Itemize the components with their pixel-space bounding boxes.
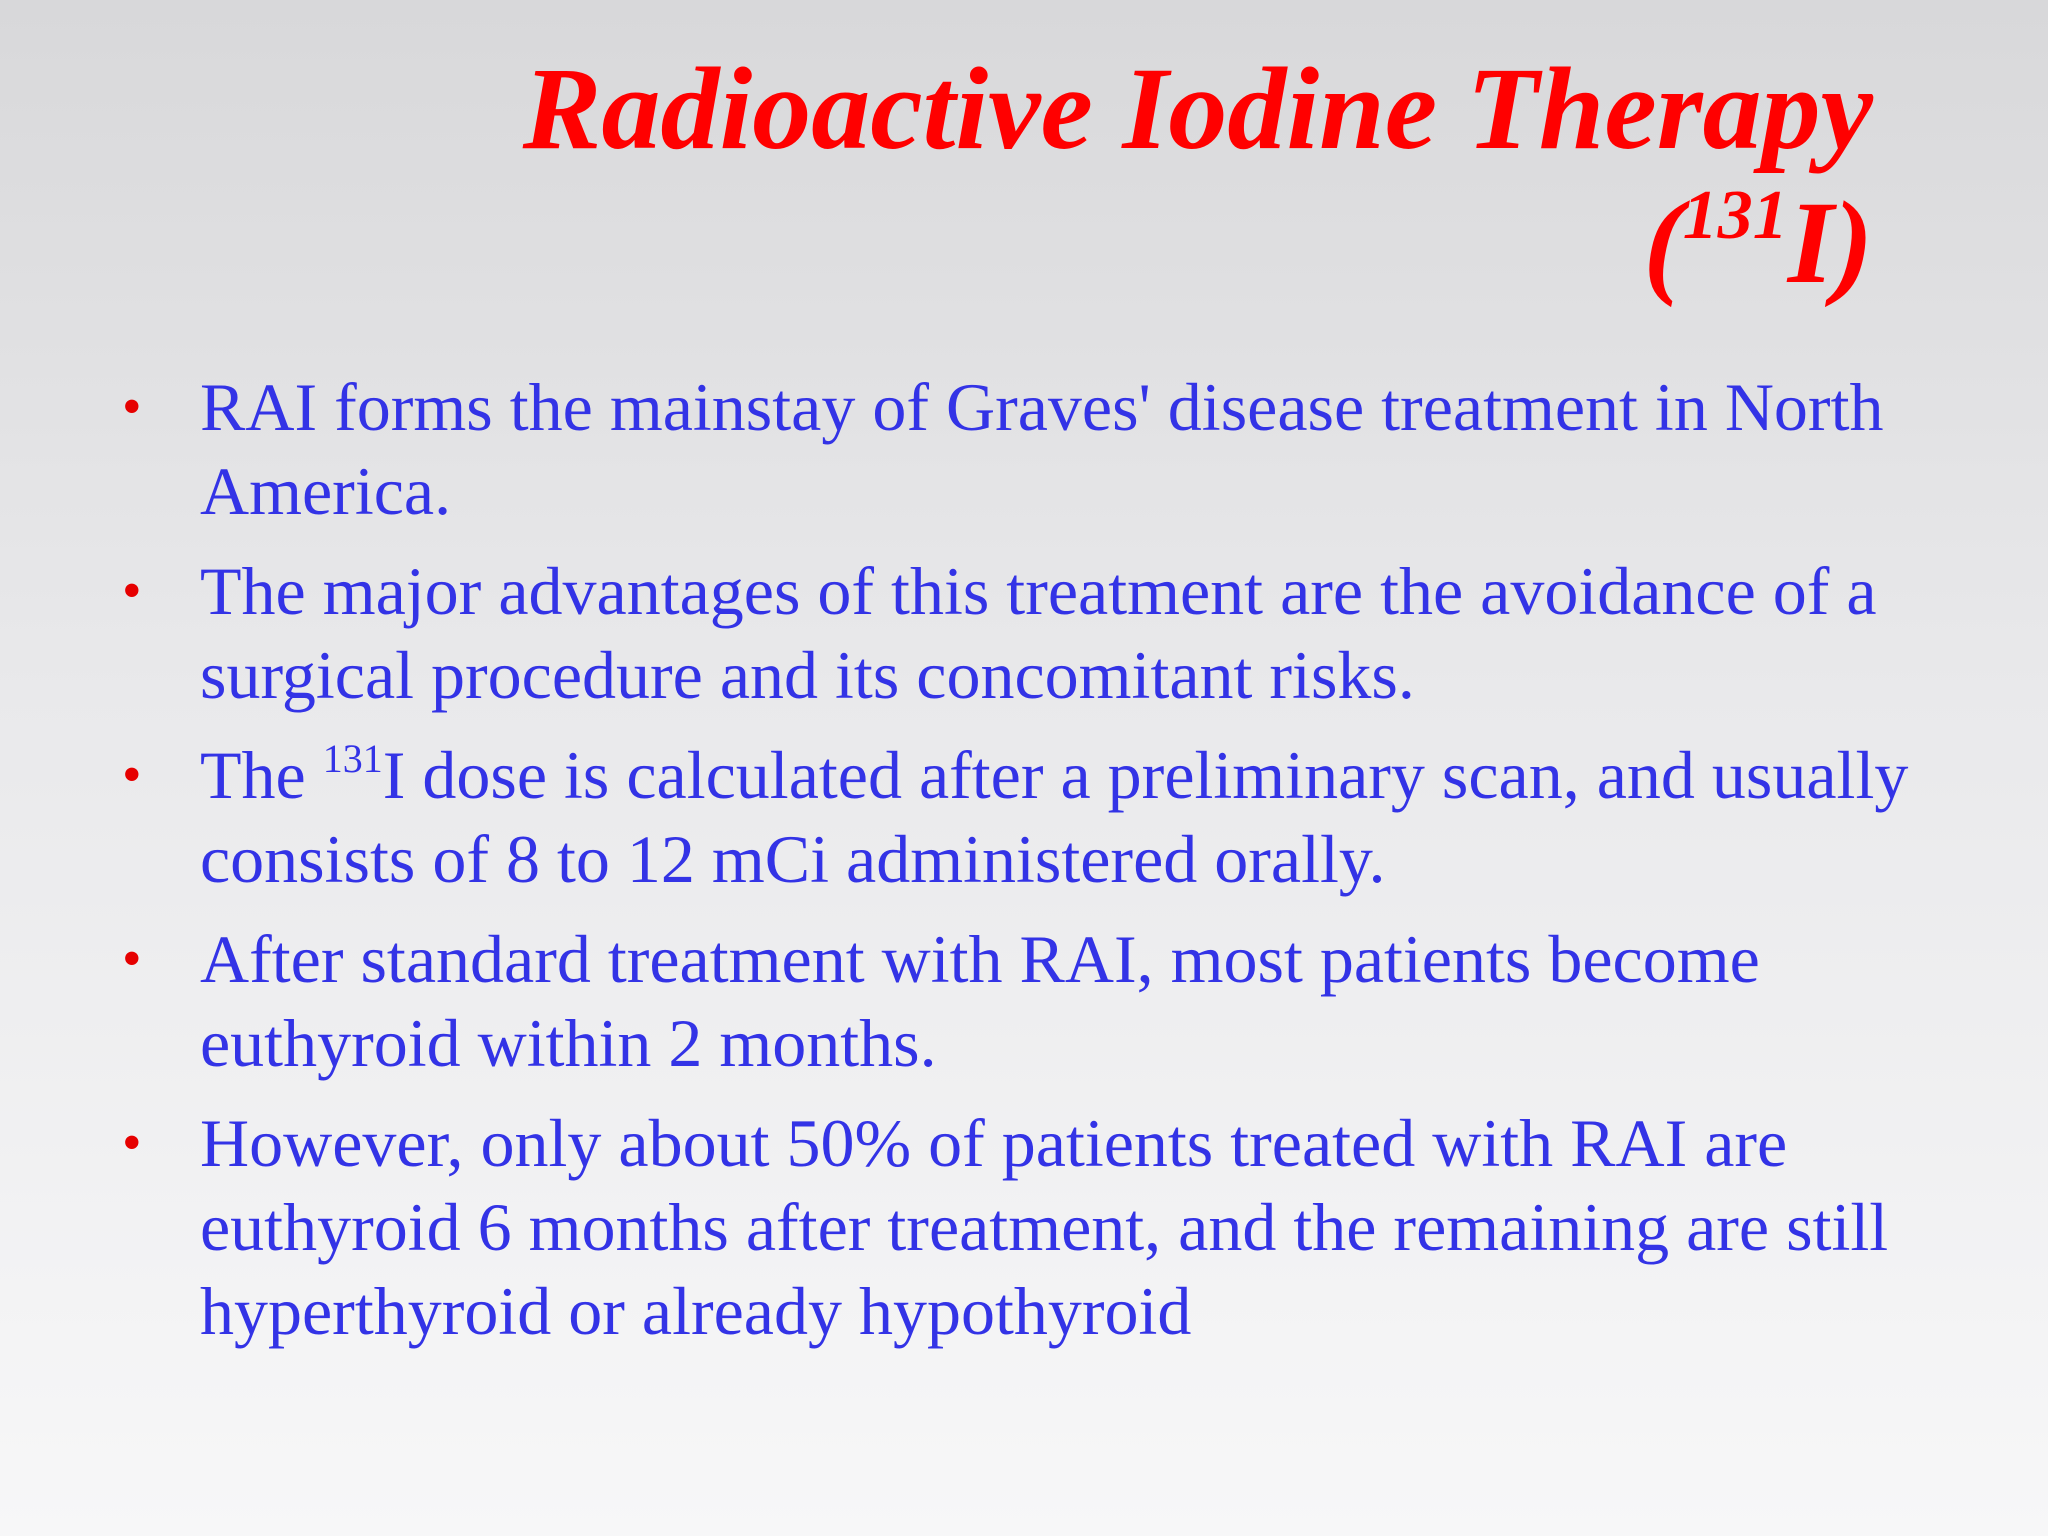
bullet-item <box>122 365 1922 533</box>
bullet-text-pre: The <box>200 737 323 813</box>
bullet-item <box>122 1101 1922 1353</box>
bullet-item <box>122 917 1922 1085</box>
title-element: I <box>1787 177 1834 308</box>
bullet-dot-icon: • <box>122 744 142 806</box>
bullet-text: The major advantages of this treatment are the avoidance of a surgical procedure and its concomitant risks. <box>200 553 1877 713</box>
title-line-2 <box>173 176 1873 310</box>
bullet-dot-icon: • <box>122 1112 142 1174</box>
bullet-item <box>122 549 1922 717</box>
bullet-text: After standard treatment with RAI, most patients become euthyroid within 2 months. <box>200 921 1760 1081</box>
bullet-list <box>122 365 1922 1369</box>
title-close-paren: ) <box>1833 177 1873 308</box>
title-line-1: Radioactive Iodine Therapy <box>522 43 1873 174</box>
bullet-text-post: I dose is calculated after a preliminary scan, and usually consists of 8 to 12 mCi administered orally. <box>200 737 1909 897</box>
title-superscript: 131 <box>1682 177 1788 254</box>
bullet-text: However, only about 50% of patients treated with RAI are euthyroid 6 months after treatment, and the remaining are still hyperthyroid or already hypothyroid <box>200 1105 1889 1349</box>
bullet-superscript: 131 <box>322 736 383 781</box>
bullet-dot-icon: • <box>122 376 142 438</box>
slide-title <box>173 42 1873 310</box>
bullet-dot-icon: • <box>122 560 142 622</box>
bullet-item <box>122 733 1922 901</box>
title-open-paren: ( <box>1643 177 1683 308</box>
bullet-dot-icon: • <box>122 928 142 990</box>
bullet-text: RAI forms the mainstay of Graves' disease treatment in North America. <box>200 369 1884 529</box>
